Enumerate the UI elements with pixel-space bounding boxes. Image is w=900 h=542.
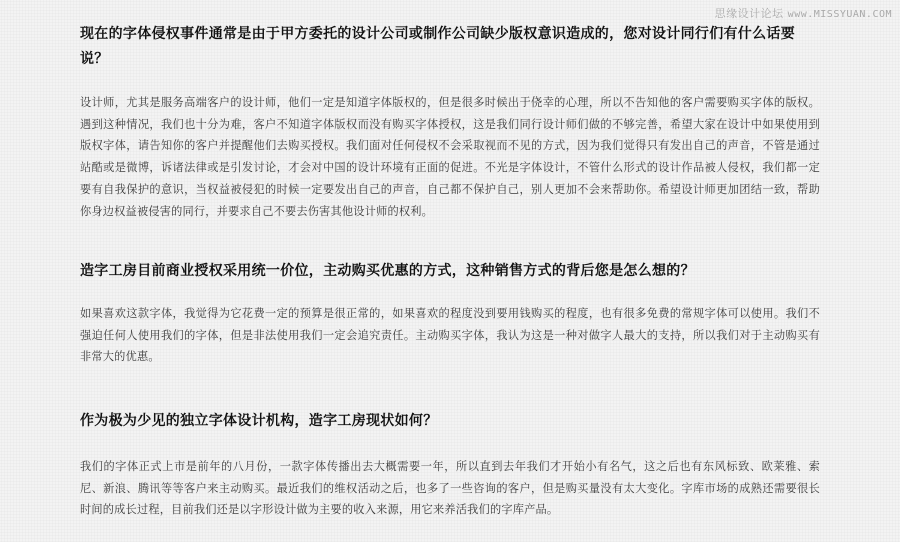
answer-1: 设计师，尤其是服务高端客户的设计师，他们一定是知道字体版权的，但是很多时候出于侥幸的心理，所以不告知他的客户需要购买字体的版权。遇到这种情况，我们也十分为难，客户不知道字体版权而没有购买字体授权，这是我们同行设计师们做的不够完善，希望大家在设计中如果使用到版权字体，请告知你的客户并提醒他们去购买授权。我们面对任何侵权不会采取视而不见的方式，因为我们觉得只有发出自己的声音，不管是通过站酷或是微博，诉诸法律或是引发讨论，才会对中国的设计环境有正面的促进。不光是字体设计，不管什么形式的设计作品被人侵权，我们都一定要有自我保护的意识，当权益被侵犯的时候一定要发出自己的声音，自己都不保护自己，别人更加不会来帮助你。希望设计师更加团结一致，帮助你身边权益被侵害的同行，并要求自己不要去伤害其他设计师的权利。	[80, 96, 820, 218]
answer-3: 我们的字体正式上市是前年的八月份，一款字体传播出去大概需要一年，所以直到去年我们才开始小有名气，这之后也有东风标致、欧莱雅、索尼、新浪、腾讯等等客户来主动购买。最近我们的维权活动之后，也多了一些咨询的客户，但是购买量没有太大变化。字库市场的成熟还需要很长时间的成长过程，目前我们还是以字形设计做为主要的收入来源，用它来养活我们的字库产品。	[80, 460, 820, 517]
question-2: 造字工房目前商业授权采用统一价位，主动购买优惠的方式，这种销售方式的背后您是怎么想的？	[80, 263, 695, 279]
site-watermark	[715, 5, 892, 21]
watermark-cn: 思缘设计论坛	[714, 7, 784, 20]
watermark-site: www.MISSYUAN.COM	[787, 9, 892, 20]
answer-2: 如果喜欢这款字体，我觉得为它花费一定的预算是很正常的，如果喜欢的程度没到要用钱购买的程度，也有很多免费的常规字体可以使用。我们不强迫任何人使用我们的字体，但是非法使用我们一定会追究责任。主动购买字体，我认为这是一种对做字人最大的支持，所以我们对于主动购买有非常大的优惠。	[80, 307, 820, 364]
question-3: 作为极为少见的独立字体设计机构，造字工房现状如何？	[80, 413, 438, 429]
question-1: 现在的字体侵权事件通常是由于甲方委托的设计公司或制作公司缺少版权意识造成的，您对设计同行们有什么话要说？	[80, 26, 795, 67]
